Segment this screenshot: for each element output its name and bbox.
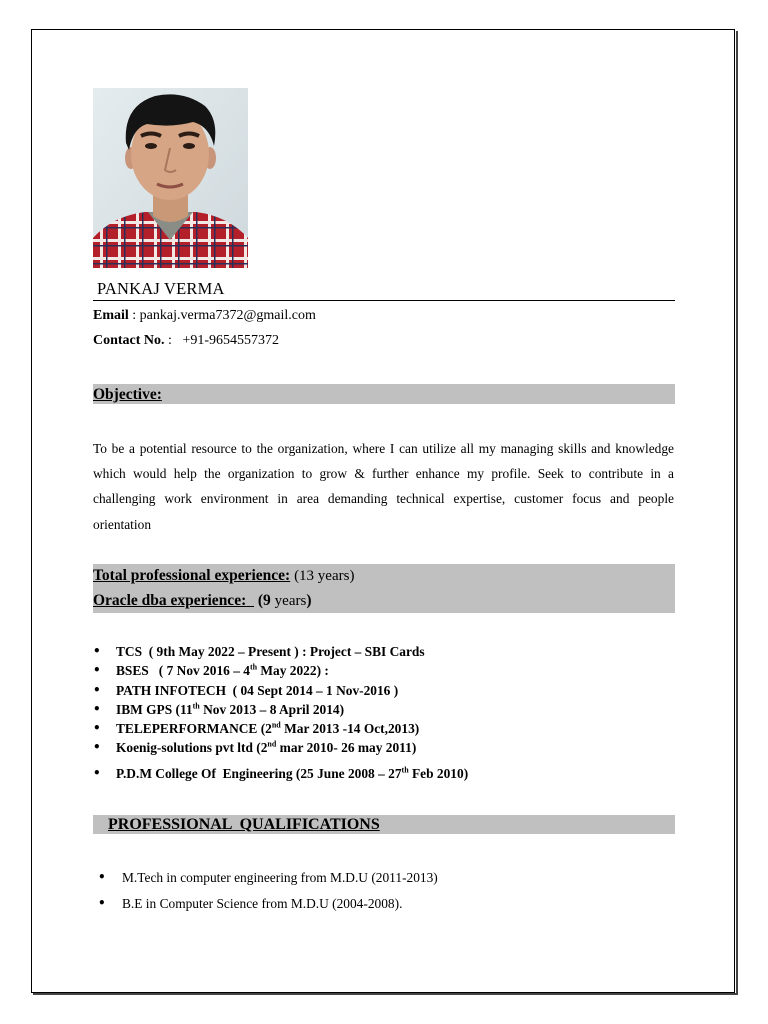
page-shadow-bottom: [33, 993, 738, 995]
list-item: [93, 738, 675, 757]
bullet-icon: •: [93, 721, 101, 736]
oracle-label-gap: [246, 592, 254, 609]
experience-text-post: Feb 2010): [408, 765, 469, 781]
email-separator: :: [128, 308, 140, 323]
bullet-icon: •: [98, 895, 106, 910]
list-item: [93, 719, 675, 738]
qualifications-heading: PROFESSIONAL QUALIFICATIONS: [108, 816, 380, 833]
bullet-icon: •: [93, 765, 101, 780]
list-item: [93, 700, 675, 719]
list-item: [98, 865, 438, 891]
contact-separator: :: [164, 333, 183, 348]
superscript: th: [192, 701, 200, 711]
experience-text-post: Nov 2013 – 8 April 2014): [199, 701, 345, 717]
superscript: nd: [271, 720, 281, 730]
total-experience-label: Total professional experience:: [93, 567, 291, 584]
qualification-text: M.Tech in computer engineering from M.D.U (2011-2013): [122, 870, 438, 885]
total-experience-value: (13 years): [294, 568, 355, 584]
experience-text-post: May 2022) :: [257, 663, 329, 679]
qualifications-list: [98, 865, 438, 916]
experience-text-post: Mar 2013 -14 Oct,2013): [280, 721, 420, 737]
contact-label: Contact No.: [93, 333, 165, 348]
experience-summary-bar: [93, 564, 675, 613]
bullet-icon: •: [98, 870, 106, 884]
experience-text: TCS ( 9th May 2022 – Present ) : Project – SBI Cards: [116, 644, 425, 659]
candidate-name: PANKAJ VERMA: [93, 279, 675, 301]
experience-text-pre: Koenig-solutions pvt ltd (2: [116, 740, 268, 756]
oracle-experience-label: Oracle dba experience:: [93, 592, 247, 609]
qualification-text: B.E in Computer Science from M.D.U (2004-2008).: [122, 895, 403, 911]
experience-text: PATH INFOTECH ( 04 Sept 2014 – 1 Nov-2016 ): [116, 682, 399, 698]
bullet-icon: •: [93, 682, 101, 697]
objective-heading-bar: [93, 384, 675, 404]
list-item: [93, 642, 675, 661]
experience-text-pre: IBM GPS (11: [116, 701, 193, 717]
oracle-experience-number: (9: [257, 592, 271, 609]
experience-text-pre: P.D.M College Of Engineering (25 June 2008 – 27: [116, 765, 402, 781]
contact-row: [93, 333, 279, 349]
contact-value: +91-9654557372: [182, 333, 279, 348]
bullet-icon: •: [93, 701, 101, 716]
bullet-icon: •: [93, 740, 101, 755]
experience-text-post: mar 2010- 26 may 2011): [276, 740, 417, 756]
email-row: [93, 308, 316, 324]
objective-text: To be a potential resource to the organization, where I can utilize all my managing skills and knowledge which would help the organization to grow & further enhance my profile. Seek to contribute in a challenging work environment in area demanding technical expertise, customer focus and people orientation: [93, 441, 674, 532]
list-item: [93, 661, 675, 680]
experience-text-pre: BSES ( 7 Nov 2016 – 4: [116, 663, 250, 679]
experience-text-pre: TELEPERFORMANCE (2: [116, 721, 272, 737]
superscript: th: [249, 662, 258, 672]
oracle-experience-unit: years: [274, 593, 307, 609]
oracle-experience-row: [93, 590, 675, 612]
list-item: [98, 891, 438, 917]
page-shadow-right: [736, 31, 738, 995]
bullet-icon: •: [93, 663, 101, 678]
email-label: Email: [93, 308, 129, 323]
email-value: pankaj.verma7372@gmail.com: [139, 308, 316, 323]
objective-heading: Objective:: [93, 386, 162, 403]
superscript: th: [401, 765, 409, 775]
superscript: nd: [267, 740, 277, 750]
qualifications-heading-bar: [93, 815, 675, 834]
list-item: [93, 681, 675, 700]
bullet-icon: •: [93, 644, 101, 658]
list-item: [93, 764, 675, 783]
total-experience-row: [93, 565, 675, 587]
profile-photo: [93, 88, 248, 268]
oracle-experience-close: ): [306, 592, 312, 609]
experience-list: [93, 642, 675, 783]
